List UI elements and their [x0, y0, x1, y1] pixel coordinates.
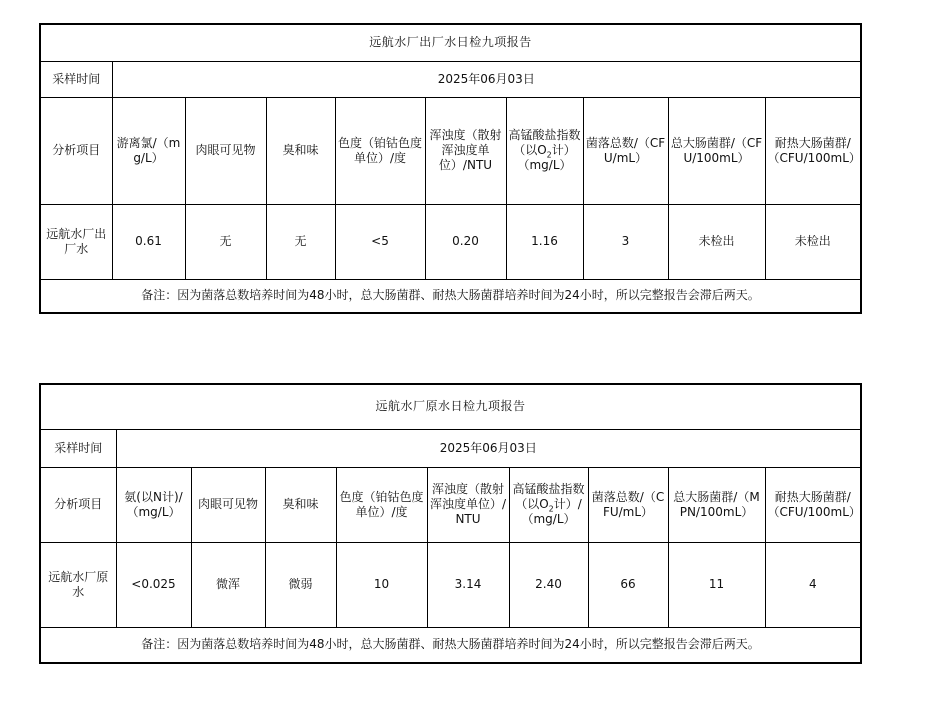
- header-visible-matter: 肉眼可见物: [185, 97, 266, 204]
- header-total-coliforms: 总大肠菌群/（MPN/100mL）: [668, 467, 765, 542]
- analysis-item-label: 分析项目: [40, 97, 112, 204]
- header-thermotolerant-coliforms: 耐热大肠菌群/（CFU/100mL）: [765, 97, 861, 204]
- sampling-time-label: 采样时间: [40, 61, 112, 97]
- value-color: <5: [335, 204, 425, 279]
- value-odor-taste: 无: [266, 204, 335, 279]
- value-color: 10: [336, 542, 427, 627]
- value-odor-taste: 微弱: [265, 542, 336, 627]
- value-visible-matter: 无: [185, 204, 266, 279]
- sample-name: 远航水厂原水: [40, 542, 116, 627]
- header-thermotolerant-coliforms: 耐热大肠菌群/（CFU/100mL）: [765, 467, 861, 542]
- value-total-bacteria: 66: [588, 542, 668, 627]
- value-permanganate-index: 2.40: [509, 542, 588, 627]
- sampling-date: 2025年06月03日: [116, 429, 861, 467]
- header-total-bacteria: 菌落总数/（CFU/mL）: [583, 97, 668, 204]
- report-note: 备注：因为菌落总数培养时间为48小时，总大肠菌群、耐热大肠菌群培养时间为24小时，所以完整报告会滞后两天。: [40, 279, 861, 313]
- header-turbidity: 浑浊度（散射浑浊度单位）/NTU: [425, 97, 506, 204]
- header-total-coliforms: 总大肠菌群/（CFU/100mL）: [668, 97, 765, 204]
- value-free-chlorine: 0.61: [112, 204, 185, 279]
- header-color: 色度（铂钴色度单位）/度: [335, 97, 425, 204]
- value-ammonia: <0.025: [116, 542, 191, 627]
- analysis-item-label: 分析项目: [40, 467, 116, 542]
- value-visible-matter: 微浑: [191, 542, 265, 627]
- value-total-coliforms: 未检出: [668, 204, 765, 279]
- header-odor-taste: 臭和味: [266, 97, 335, 204]
- header-odor-taste: 臭和味: [265, 467, 336, 542]
- header-ammonia: 氨(以N计)/（mg/L）: [116, 467, 191, 542]
- value-total-bacteria: 3: [583, 204, 668, 279]
- header-color: 色度（铂钴色度单位）/度: [336, 467, 427, 542]
- finished-water-report-table: [39, 23, 862, 314]
- header-visible-matter: 肉眼可见物: [191, 467, 265, 542]
- value-total-coliforms: 11: [668, 542, 765, 627]
- header-permanganate-index: 高锰酸盐指数（以$O_2$计）/（mg/L）: [509, 467, 588, 542]
- header-free-chlorine: 游离氯/（mg/L）: [112, 97, 185, 204]
- sample-name: 远航水厂出厂水: [40, 204, 112, 279]
- value-permanganate-index: 1.16: [506, 204, 583, 279]
- value-turbidity: 0.20: [425, 204, 506, 279]
- value-thermotolerant-coliforms: 4: [765, 542, 861, 627]
- header-total-bacteria: 菌落总数/（CFU/mL）: [588, 467, 668, 542]
- value-turbidity: 3.14: [427, 542, 509, 627]
- report-title: 远航水厂出厂水日检九项报告: [40, 24, 861, 61]
- raw-water-report-table: [39, 383, 862, 664]
- report-note: 备注：因为菌落总数培养时间为48小时，总大肠菌群、耐热大肠菌群培养时间为24小时，所以完整报告会滞后两天。: [40, 627, 861, 663]
- sampling-date: 2025年06月03日: [112, 61, 861, 97]
- header-permanganate-index: 高锰酸盐指数（以$O_2$计）（mg/L）: [506, 97, 583, 204]
- value-thermotolerant-coliforms: 未检出: [765, 204, 861, 279]
- sampling-time-label: 采样时间: [40, 429, 116, 467]
- header-turbidity: 浑浊度（散射浑浊度单位）/NTU: [427, 467, 509, 542]
- report-title: 远航水厂原水日检九项报告: [40, 384, 861, 429]
